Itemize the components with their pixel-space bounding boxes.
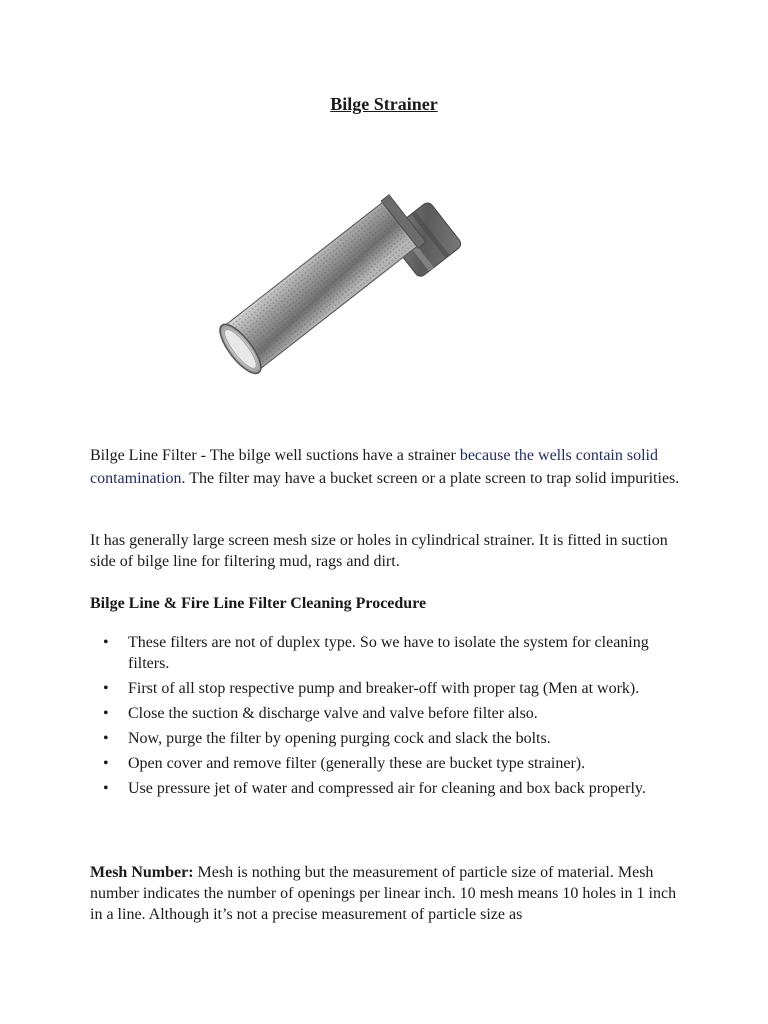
description-paragraph: It has generally large screen mesh size or holes in cylindrical strainer. It is fitted in suction side of bilge line for filtering mud, rags and dirt.: [90, 532, 668, 570]
intro-tail: . The filter may have a bucket screen or a plate screen to trap solid impurities.: [181, 470, 680, 487]
list-item: • Close the suction & discharge valve and valve before filter also.: [128, 703, 688, 724]
list-item: • Use pressure jet of water and compressed air for cleaning and box back properly.: [128, 778, 688, 799]
procedure-heading: Bilge Line & Fire Line Filter Cleaning Procedure: [90, 595, 427, 612]
list-item: • First of all stop respective pump and breaker-off with proper tag (Men at work).: [128, 678, 688, 699]
intro-lead: Bilge Line Filter - The bilge well suctions have a strainer: [90, 447, 460, 464]
page-title: Bilge Strainer: [330, 94, 438, 114]
procedure-list: [90, 632, 688, 803]
intro-link[interactable]: because the wells contain solid contamination: [90, 447, 658, 487]
mesh-text: Mesh is nothing but the measurement of particle size of material. Mesh number indicates the number of openings per linear inch. 10 mesh means 10 holes in 1 inch in a line. Although it’s not a precise measurement of particle size as: [90, 864, 677, 923]
list-item: • These filters are not of duplex type. So we have to isolate the system for cleaning filters.: [128, 632, 688, 674]
bilge-strainer-image: [195, 165, 475, 375]
mesh-label: Mesh Number:: [90, 864, 194, 881]
mesh-paragraph: [90, 862, 690, 925]
intro-paragraph: [90, 444, 690, 490]
list-item: • Open cover and remove filter (generally these are bucket type strainer).: [128, 753, 688, 774]
list-item: • Now, purge the filter by opening purging cock and slack the bolts.: [128, 728, 688, 749]
